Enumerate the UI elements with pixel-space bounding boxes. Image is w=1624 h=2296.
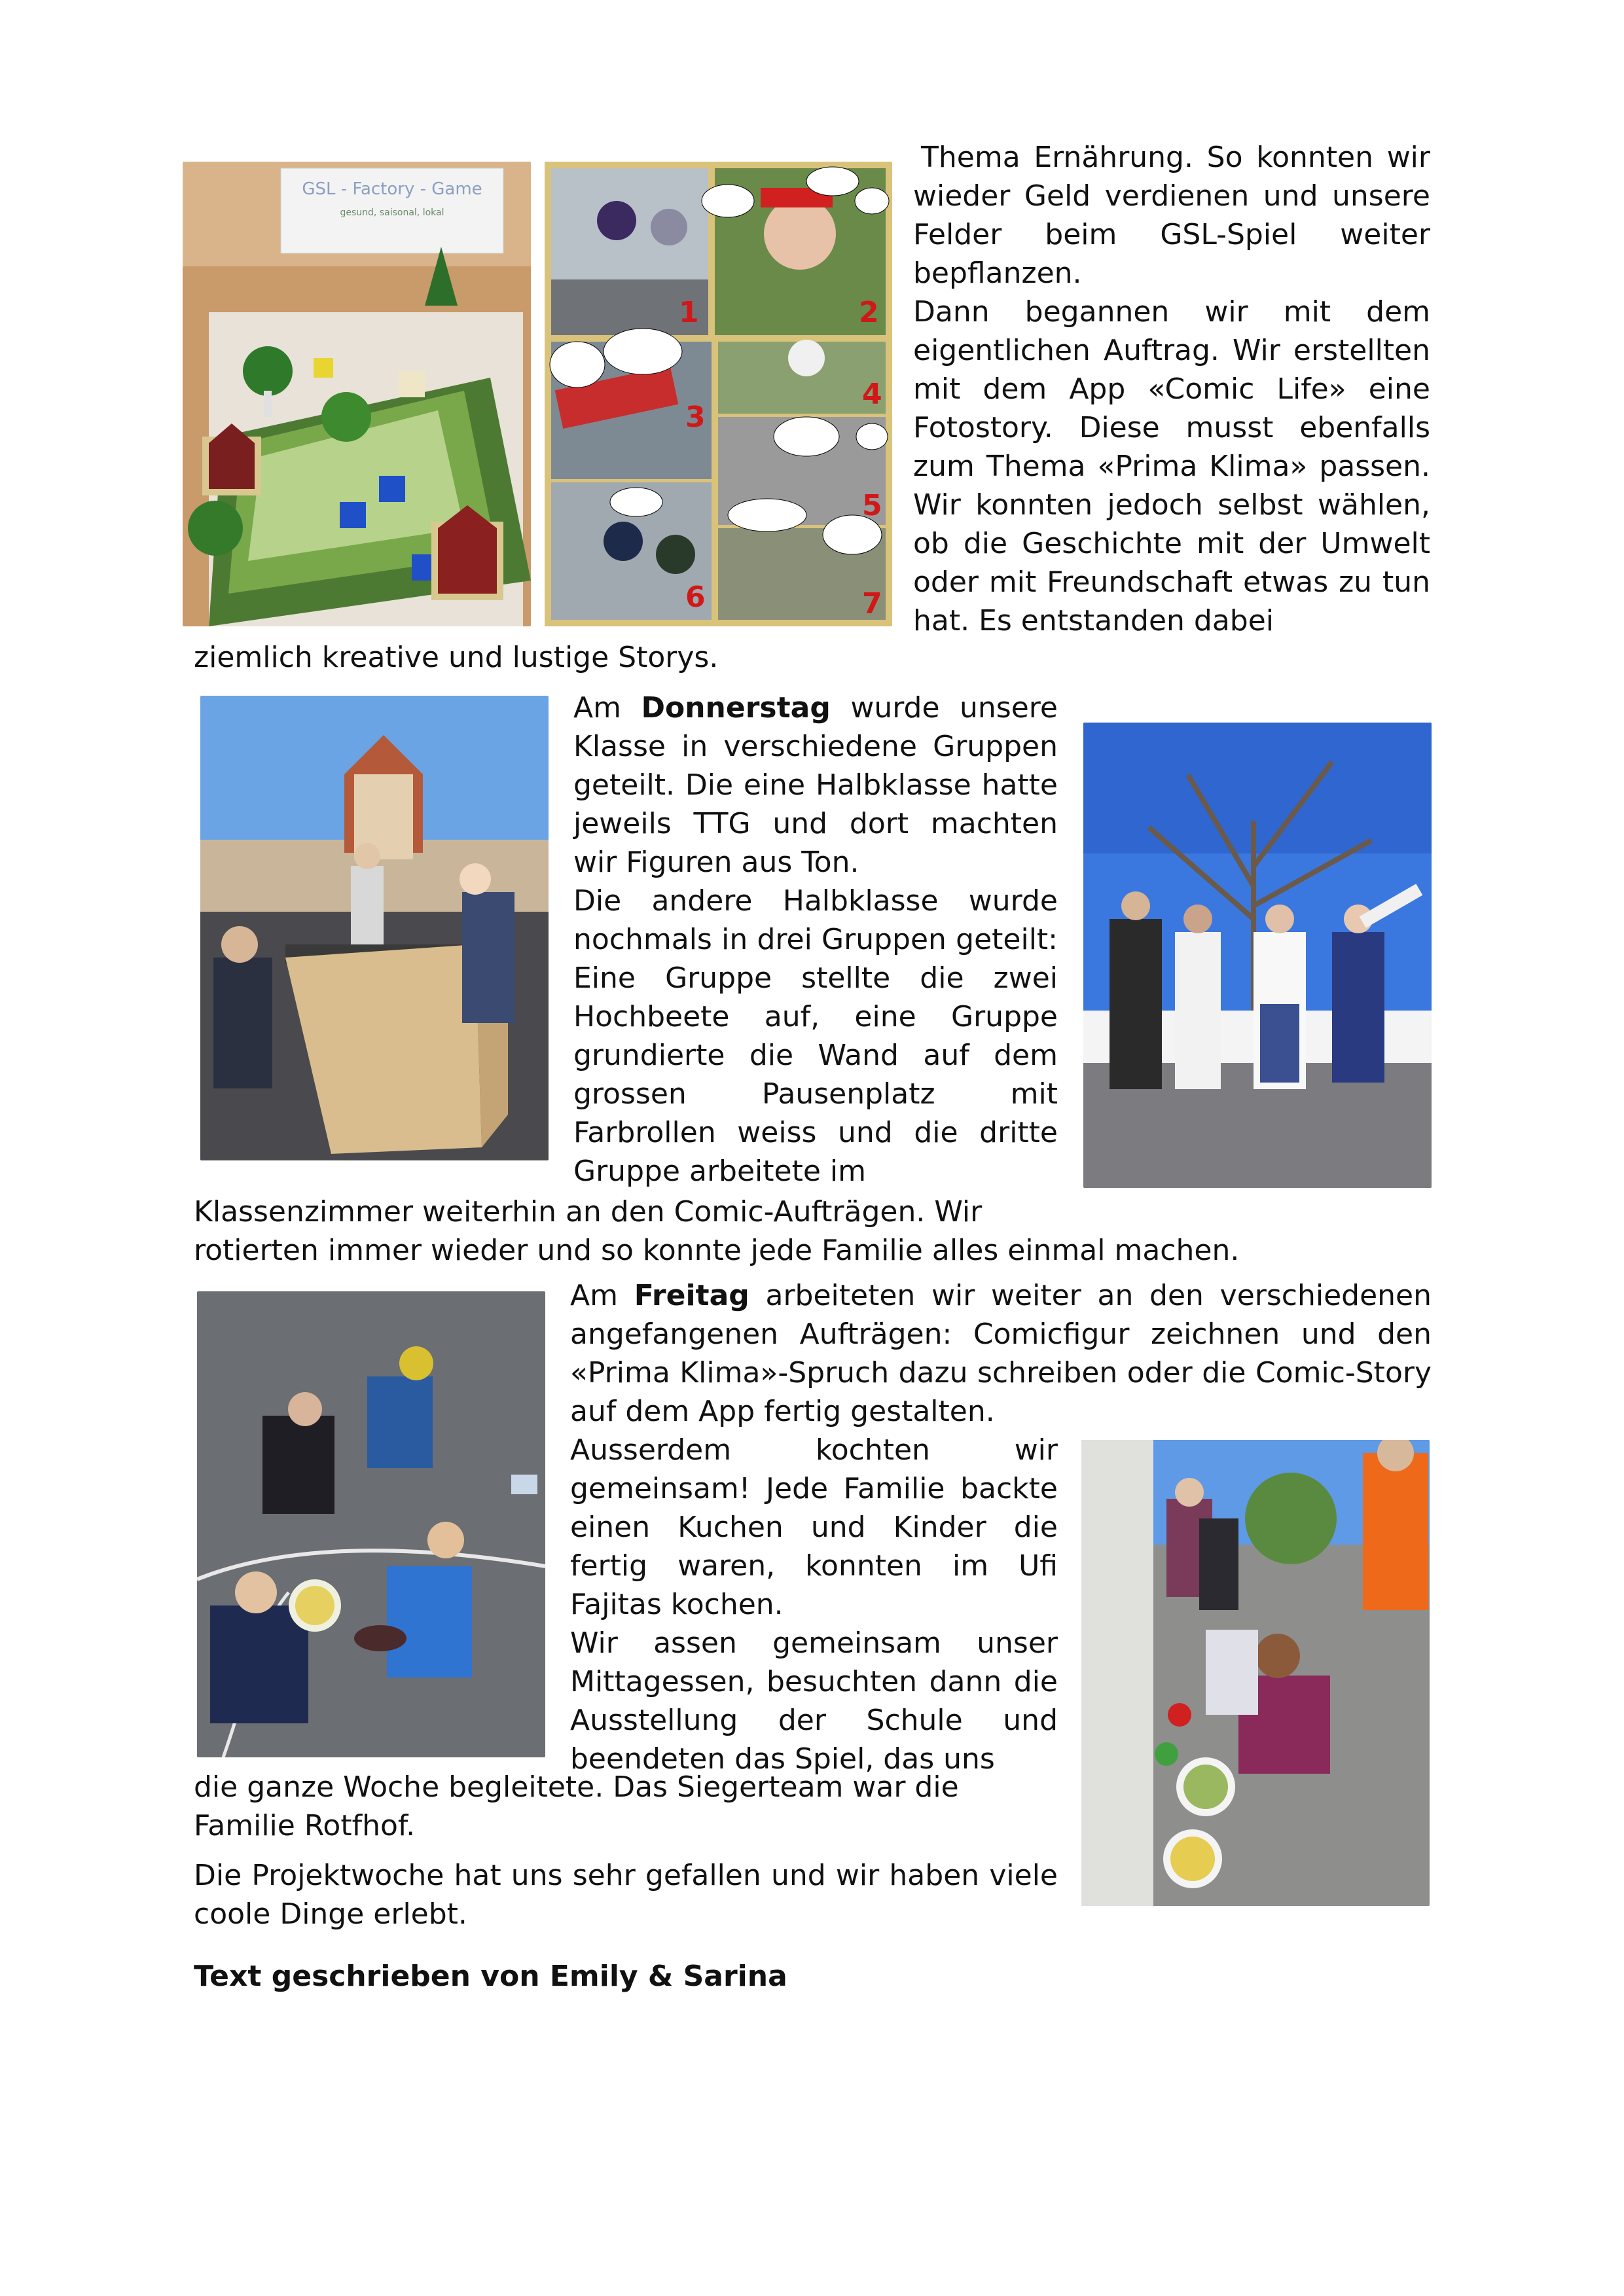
panel-number-1: 1: [679, 296, 699, 329]
freitag-label: Freitag: [634, 1279, 749, 1312]
paragraph-kochen: Ausserdem kochten wir gemeinsam! Jede Familie backte einen Kuchen und Kinder die fertig waren, konnten im Ufi Fajitas kochen.: [570, 1433, 1058, 1621]
panel-number-5: 5: [862, 489, 882, 522]
panel-number-6: 6: [685, 581, 706, 614]
intro-tail: ziemlich kreative und lustige Storys.: [194, 641, 719, 674]
donnerstag-pre: Am: [573, 691, 641, 725]
cooking-group-photo: [1081, 1440, 1430, 1906]
gruppen-tail-2: rotierten immer wieder und so konnte jede Familie alles einmal machen.: [194, 1234, 1240, 1267]
panel-number-7: 7: [862, 587, 882, 620]
author-credit: Text geschrieben von Emily & Sarina: [194, 1960, 787, 1993]
wall-painting-photo: [1083, 723, 1432, 1188]
paragraph-freitag: [570, 1276, 1432, 1431]
projektwoche-text: Die Projektwoche hat uns sehr gefallen und wir haben viele coole Dinge erlebt.: [194, 1859, 1058, 1931]
freitag-text: [570, 1276, 1432, 1431]
donnerstag-post: wurde unsere Klasse in verschiedene Gruppen geteilt. Die eine Halbklasse hatte jeweils TTG und dort machten wir Figuren aus Ton.: [573, 691, 1058, 879]
paragraph-mittagessen: Wir assen gemeinsam unser Mittagessen, besuchten dann die Ausstellung der Schule und beendeten das Spiel, das uns: [570, 1626, 1058, 1776]
game-subtitle: gesund, saisonal, lokal: [340, 207, 444, 218]
panel-number-4: 4: [862, 378, 882, 411]
freitag-pre: Am: [570, 1279, 634, 1312]
intro-text: [913, 138, 1430, 640]
hochbeet-photo: [200, 696, 549, 1160]
paragraph-comic-life: Dann begannen wir mit dem eigentlichen Auftrag. Wir erstellten mit dem App «Comic Life» eine Fotostory. Diese musst ebenfalls zum Thema «Prima Klima» passen. Wir konnten jedoch selbst wählen, ob die Geschichte mit der Umwelt oder mit Freundschaft etwas zu tun hat. Es entstanden dabei: [913, 295, 1430, 637]
paragraph-donnerstag: [573, 689, 1058, 882]
freitag-post: arbeiteten wir weiter an den verschiedenen angefangenen Aufträgen: Comicfigur zeichnen und den «Prima Klima»-Spruch dazu schreiben oder die Comic-Story auf dem App fertig gestalten.: [570, 1279, 1432, 1428]
paragraph-thema: Thema Ernährung. So konnten wir wieder Geld verdienen und unsere Felder beim GSL-Spiel weiter bepflanzen.: [913, 141, 1430, 290]
comic-page-photo: [545, 162, 892, 626]
donnerstag-label: Donnerstag: [641, 691, 831, 725]
gruppen-tail-1: Klassenzimmer weiterhin an den Comic-Aufträgen. Wir: [194, 1195, 983, 1229]
panel-number-3: 3: [685, 401, 706, 434]
game-title: GSL - Factory - Game: [302, 179, 482, 199]
panel-number-2: 2: [859, 296, 879, 329]
game-board-photo: [183, 162, 531, 626]
mittagessen-tail: die ganze Woche begleitete. Das Siegerteam war die Familie Rotfhof.: [194, 1770, 959, 1842]
sitting-group-photo: [197, 1291, 545, 1757]
kochen-text: [570, 1431, 1058, 1778]
paragraph-gruppen: Die andere Halbklasse wurde nochmals in drei Gruppen geteilt: Eine Gruppe stellte die zwei Hochbeete auf, eine Gruppe grundierte die Wand auf dem grossen Pausenplatz mit Farbrollen weiss und die dritte Gruppe arbeitete im: [573, 884, 1058, 1188]
donnerstag-text: [573, 689, 1058, 1191]
